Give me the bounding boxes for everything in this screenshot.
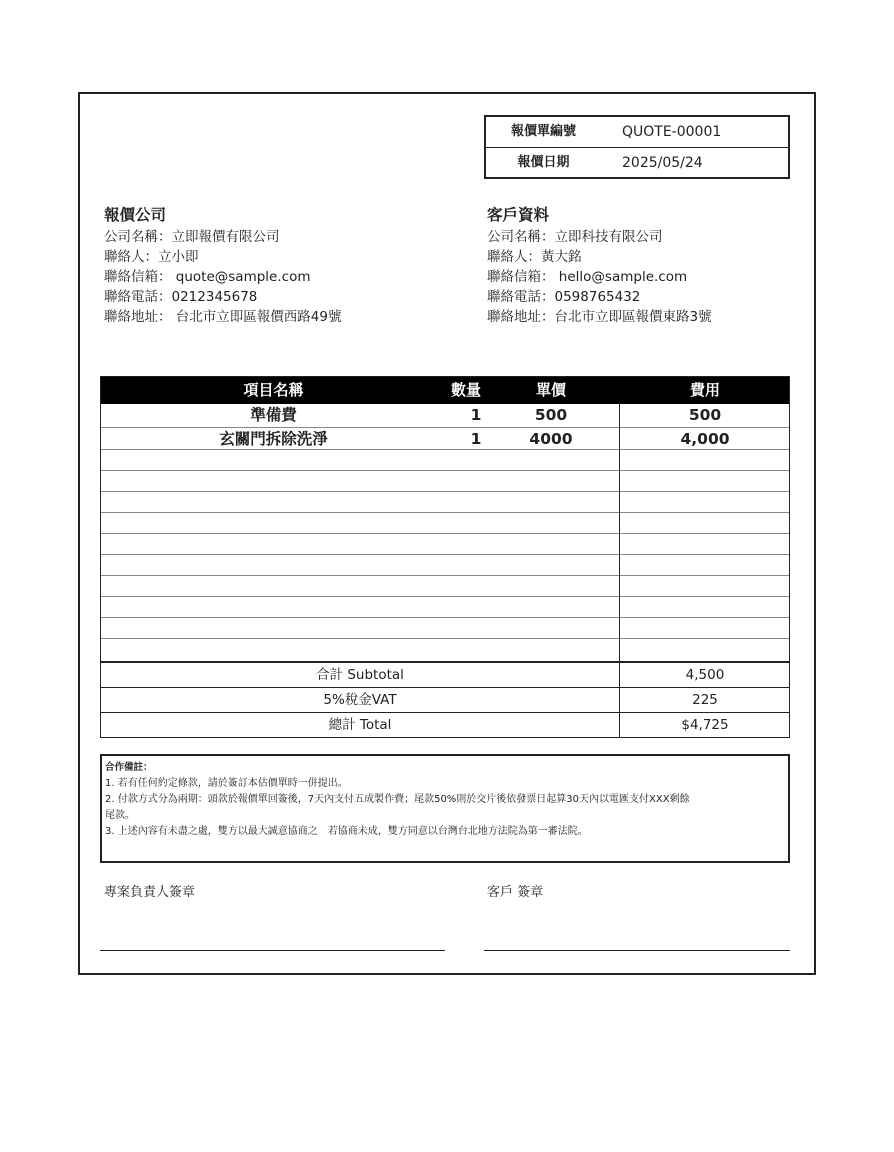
item-qty: 1 — [470, 430, 482, 448]
signature-right-label: 客戶 簽章 — [487, 885, 544, 900]
quote-number-label: 報價單編號 — [510, 124, 576, 139]
total-value: $4,725 — [681, 717, 729, 733]
quote-date-row — [486, 148, 788, 178]
signature-right-line — [484, 950, 790, 951]
header-price: 單價 — [535, 381, 566, 399]
client-address: 聯絡地址：台北市立即區報價東路3號 — [487, 309, 712, 325]
subtotal-row — [101, 661, 789, 686]
item-price: 4000 — [529, 430, 573, 448]
notes-line: 1. 若有任何約定條款，請於簽訂本估價單時一併提出。 — [105, 778, 348, 789]
item-cost: 500 — [688, 406, 722, 424]
vat-value: 225 — [692, 692, 718, 708]
signature-left-line — [100, 950, 445, 951]
client-info — [487, 203, 712, 327]
client-name: 公司名稱：立即科技有限公司 — [487, 229, 663, 245]
total-label: 總計 Total — [328, 717, 392, 733]
client-heading: 客戶資料 — [487, 206, 550, 224]
table-column-divider — [619, 404, 620, 737]
notes-box — [100, 754, 790, 863]
table-row — [101, 554, 789, 575]
notes-line: 3. 上述內容有未盡之處，雙方以最大誠意協商之 若協商未成，雙方同意以台灣台北地方法院為第一審法院。 — [105, 826, 588, 837]
item-qty: 1 — [470, 406, 482, 424]
signature-left-label: 專案負責人簽章 — [104, 885, 196, 900]
notes-line: 尾款。 — [105, 810, 135, 821]
header-qty: 數量 — [450, 381, 481, 399]
company-address: 聯絡地址： 台北市立即區報價西路49號 — [104, 309, 342, 325]
company-email: 聯絡信箱： quote@sample.com — [104, 269, 311, 285]
header-item: 項目名稱 — [243, 381, 304, 399]
subtotal-value: 4,500 — [685, 667, 725, 683]
table-row — [101, 638, 789, 661]
quote-info-box — [484, 115, 790, 179]
table-row — [101, 575, 789, 596]
client-phone: 聯絡電話：0598765432 — [487, 289, 641, 305]
quote-date-label: 報價日期 — [517, 155, 570, 170]
company-info — [104, 203, 341, 327]
table-row — [101, 617, 789, 638]
total-row — [101, 712, 789, 737]
header-cost: 費用 — [689, 381, 720, 399]
table-row — [101, 470, 789, 491]
table-header — [101, 377, 789, 404]
company-contact: 聯絡人：立小即 — [104, 249, 199, 265]
table-row — [101, 491, 789, 512]
item-name: 玄關門拆除洗淨 — [219, 430, 328, 448]
table-row — [101, 427, 789, 449]
client-contact: 聯絡人：黃大銘 — [487, 249, 582, 265]
subtotal-label: 合計 Subtotal — [316, 667, 404, 683]
table-row — [101, 449, 789, 470]
item-name: 準備費 — [250, 406, 297, 424]
company-name: 公司名稱：立即報價有限公司 — [104, 229, 280, 245]
vat-row — [101, 687, 789, 712]
client-email: 聯絡信箱： hello@sample.com — [487, 269, 688, 285]
table-row — [101, 596, 789, 617]
items-table — [100, 376, 790, 738]
table-row — [101, 512, 789, 533]
company-heading: 報價公司 — [104, 206, 167, 224]
notes-title: 合作備註： — [105, 762, 153, 773]
notes-line: 2. 付款方式分為兩期：頭款於報價單回簽後，7天內支付五成製作費；尾款50%則於交片後依發票日起算30天內以電匯支付XXX剩餘 — [105, 794, 690, 805]
quote-date-value: 2025/05/24 — [622, 155, 703, 171]
vat-label: 5%稅金VAT — [323, 692, 397, 708]
table-row — [101, 533, 789, 554]
item-cost: 4,000 — [680, 430, 730, 448]
item-price: 500 — [534, 406, 568, 424]
company-phone: 聯絡電話：0212345678 — [104, 289, 258, 305]
quote-number-row — [486, 117, 788, 148]
table-row — [101, 404, 789, 427]
quote-number-value: QUOTE-00001 — [622, 124, 722, 140]
